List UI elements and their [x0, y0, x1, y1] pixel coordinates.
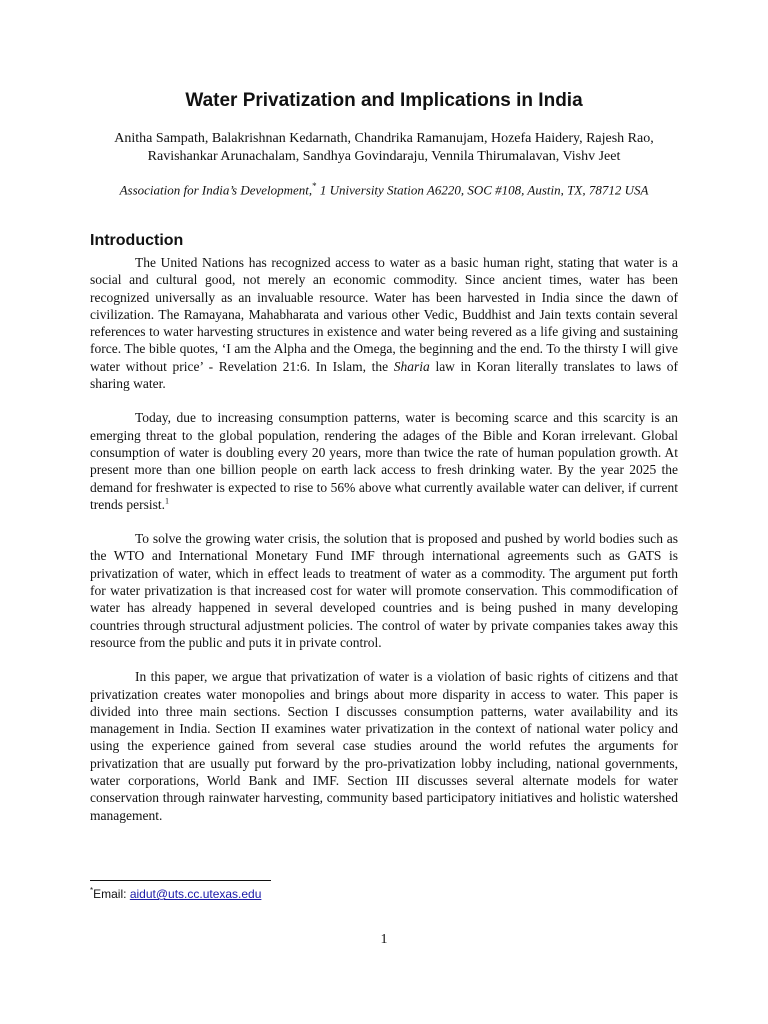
footnote-divider	[90, 880, 271, 881]
paragraph-2-text: Today, due to increasing consumption patterns, water is becoming scarce and this scarcity is an emerging threat to the global population, rendering the adages of the Bible and Koran irrelevant. Global consumption of water is doubling every 20 years, more than twice the rate of human population growth. At present more than one billion people on earth lack access to fresh drinking water. By the year 2025 the demand for freshwater is expected to rise to 56% above what currently available water can deliver, if current trends persist.	[90, 410, 678, 512]
paragraph-1-text-b: law in Koran literally translates to laws of sharing water.	[90, 358, 678, 392]
affiliation-org: Association for India’s Development,	[119, 182, 313, 198]
paragraph-3: To solve the growing water crisis, the solution that is proposed and pushed by world bodies such as the WTO and International Monetary Fund IMF through international agreements such as GATS is privatization of water, which in effect leads to treatment of water as a commodity. The argument put forth for water privatization is that increased cost for water will promote conservation. This commodification of water has already happened in several developed countries and is being pushed in many developing countries through structural adjustment policies. The control of water by private companies takes away this resource from the public and puts it in private control.	[90, 531, 678, 650]
paragraph-1	[90, 254, 678, 392]
author-list	[60, 130, 708, 166]
footnote	[90, 886, 261, 901]
paragraph-2	[90, 409, 678, 513]
author-line-1: Anitha Sampath, Balakrishnan Kedarnath, Chandrika Ramanujam, Hozefa Haidery, Rajesh Rao,	[114, 131, 654, 146]
paragraph-4: In this paper, we argue that privatization of water is a violation of basic rights of citizens and that privatization creates water monopolies and brings about more disparity in access to water. This paper is divided into three main sections. Section I discusses consumption patterns, water availability and its management in India. Section II examines water privatization in the context of national water policy and using the experience gained from several case studies around the world refutes the arguments for privatization that are usually put forward by the pro-privatization lobby including, national governments, water corporations, World Bank and IMF. Section III discusses several alternate models for water conservation through rainwater harvesting, community based participatory initiatives and holistic watershed management.	[90, 669, 678, 823]
affiliation	[40, 181, 728, 198]
affiliation-footnote-marker: *	[312, 181, 317, 191]
author-line-2: Ravishankar Arunachalam, Sandhya Govindaraju, Vennila Thirumalavan, Vishv Jeet	[147, 149, 621, 164]
section-heading-introduction: Introduction	[90, 232, 184, 249]
affiliation-address: 1 University Station A6220, SOC #108, Austin, TX, 78712 USA	[316, 182, 649, 198]
paragraph-1-text-a: The United Nations has recognized access to water as a basic human right, stating that water is a social and cultural good, not merely an economic commodity. Since ancient times, water has been recognized universally as an invaluable resource. Water has been harvested in India since the dawn of civilization. The Ramayana, Mahabharata and various other Vedic, Buddhist and Jain texts contain several references to water harvesting structures in existence and water being revered as a life giving and sustaining force. The bible quotes, ‘I am the Alpha and the Omega, the beginning and the end. To the thirsty I will give water without price’ - Revelation 21:6. In Islam, the	[90, 255, 678, 374]
email-link[interactable]: aidut@uts.cc.utexas.edu	[129, 887, 262, 901]
footnote-marker: *	[90, 886, 94, 895]
body-text	[90, 254, 678, 841]
paragraph-1-italic-term: Sharia	[393, 358, 430, 374]
footnote-label: Email:	[93, 887, 130, 901]
footnote-reference-1[interactable]: 1	[165, 496, 169, 506]
paper-title: Water Privatization and Implications in India	[185, 90, 583, 111]
page-number: 1	[380, 932, 388, 947]
